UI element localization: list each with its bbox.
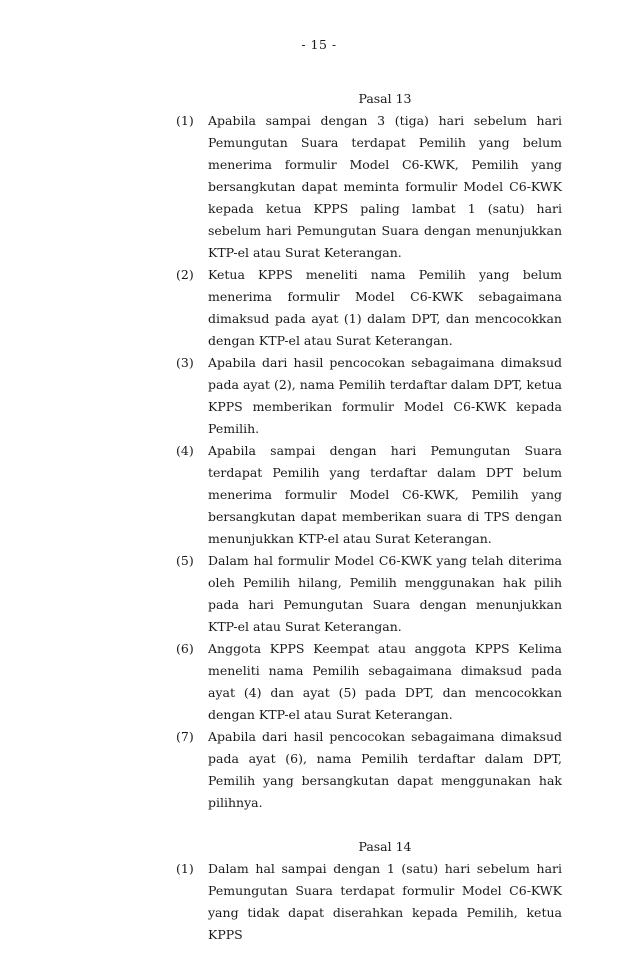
pasal-13-ayat-7 (176, 726, 562, 814)
pasal-14-title: Pasal 14 (358, 839, 412, 854)
pasal-13-ayat-4 (176, 440, 562, 550)
document-body (176, 88, 562, 946)
pasal-14-ayat-1 (176, 858, 562, 946)
pasal-13-ayat-2 (176, 264, 562, 352)
ayat-text: Ketua KPPS meneliti nama Pemilih yang belum menerima formulir Model C6-KWK sebagaimana dimaksud pada ayat (1) dalam DPT, dan mencocokkan dengan KTP-el atau Surat Keterangan. (208, 267, 562, 348)
ayat-number: (5) (176, 553, 194, 568)
ayat-text: Dalam hal formulir Model C6-KWK yang telah diterima oleh Pemilih hilang, Pemilih menggunakan hak pilih pada hari Pemungutan Suara dengan menunjukkan KTP-el atau Surat Keterangan. (208, 553, 562, 634)
pasal-13-ayat-6 (176, 638, 562, 726)
pasal-13-ayat-3 (176, 352, 562, 440)
ayat-number: (1) (176, 113, 194, 128)
ayat-text: Apabila sampai dengan hari Pemungutan Suara terdapat Pemilih yang terdaftar dalam DPT belum menerima formulir Model C6-KWK, Pemilih yang bersangkutan dapat memberikan suara di TPS dengan menunjukkan KTP-el atau Surat Keterangan. (208, 443, 562, 546)
ayat-number: (3) (176, 355, 194, 370)
ayat-number: (6) (176, 641, 194, 656)
ayat-text: Anggota KPPS Keempat atau anggota KPPS Kelima meneliti nama Pemilih sebagaimana dimaksud pada ayat (4) dan ayat (5) pada DPT, dan mencocokkan dengan KTP-el atau Surat Keterangan. (208, 641, 562, 722)
ayat-number: (2) (176, 267, 194, 282)
ayat-text: Apabila dari hasil pencocokan sebagaimana dimaksud pada ayat (6), nama Pemilih terdaftar dalam DPT, Pemilih yang bersangkutan dapat menggunakan hak pilihnya. (208, 729, 562, 810)
ayat-text: Apabila sampai dengan 3 (tiga) hari sebelum hari Pemungutan Suara terdapat Pemilih yang belum menerima formulir Model C6-KWK, Pemilih yang bersangkutan dapat meminta formulir Model C6-KWK kepada ketua KPPS paling lambat 1 (satu) hari sebelum hari Pemungutan Suara dengan menunjukkan KTP-el atau Surat Keterangan. (208, 113, 562, 260)
ayat-number: (1) (176, 861, 194, 876)
ayat-text: Apabila dari hasil pencocokan sebagaimana dimaksud pada ayat (2), nama Pemilih terdaftar dalam DPT, ketua KPPS memberikan formulir Model C6-KWK kepada Pemilih. (208, 355, 562, 436)
page-number: - 15 - (301, 37, 337, 52)
ayat-number: (7) (176, 729, 194, 744)
ayat-text: Dalam hal sampai dengan 1 (satu) hari sebelum hari Pemungutan Suara terdapat formulir Model C6-KWK yang tidak dapat diserahkan kepada Pemilih, ketua KPPS (208, 861, 562, 942)
pasal-13-ayat-1 (176, 110, 562, 264)
pasal-13-title: Pasal 13 (358, 91, 412, 106)
pasal-13-ayat-5 (176, 550, 562, 638)
ayat-number: (4) (176, 443, 194, 458)
